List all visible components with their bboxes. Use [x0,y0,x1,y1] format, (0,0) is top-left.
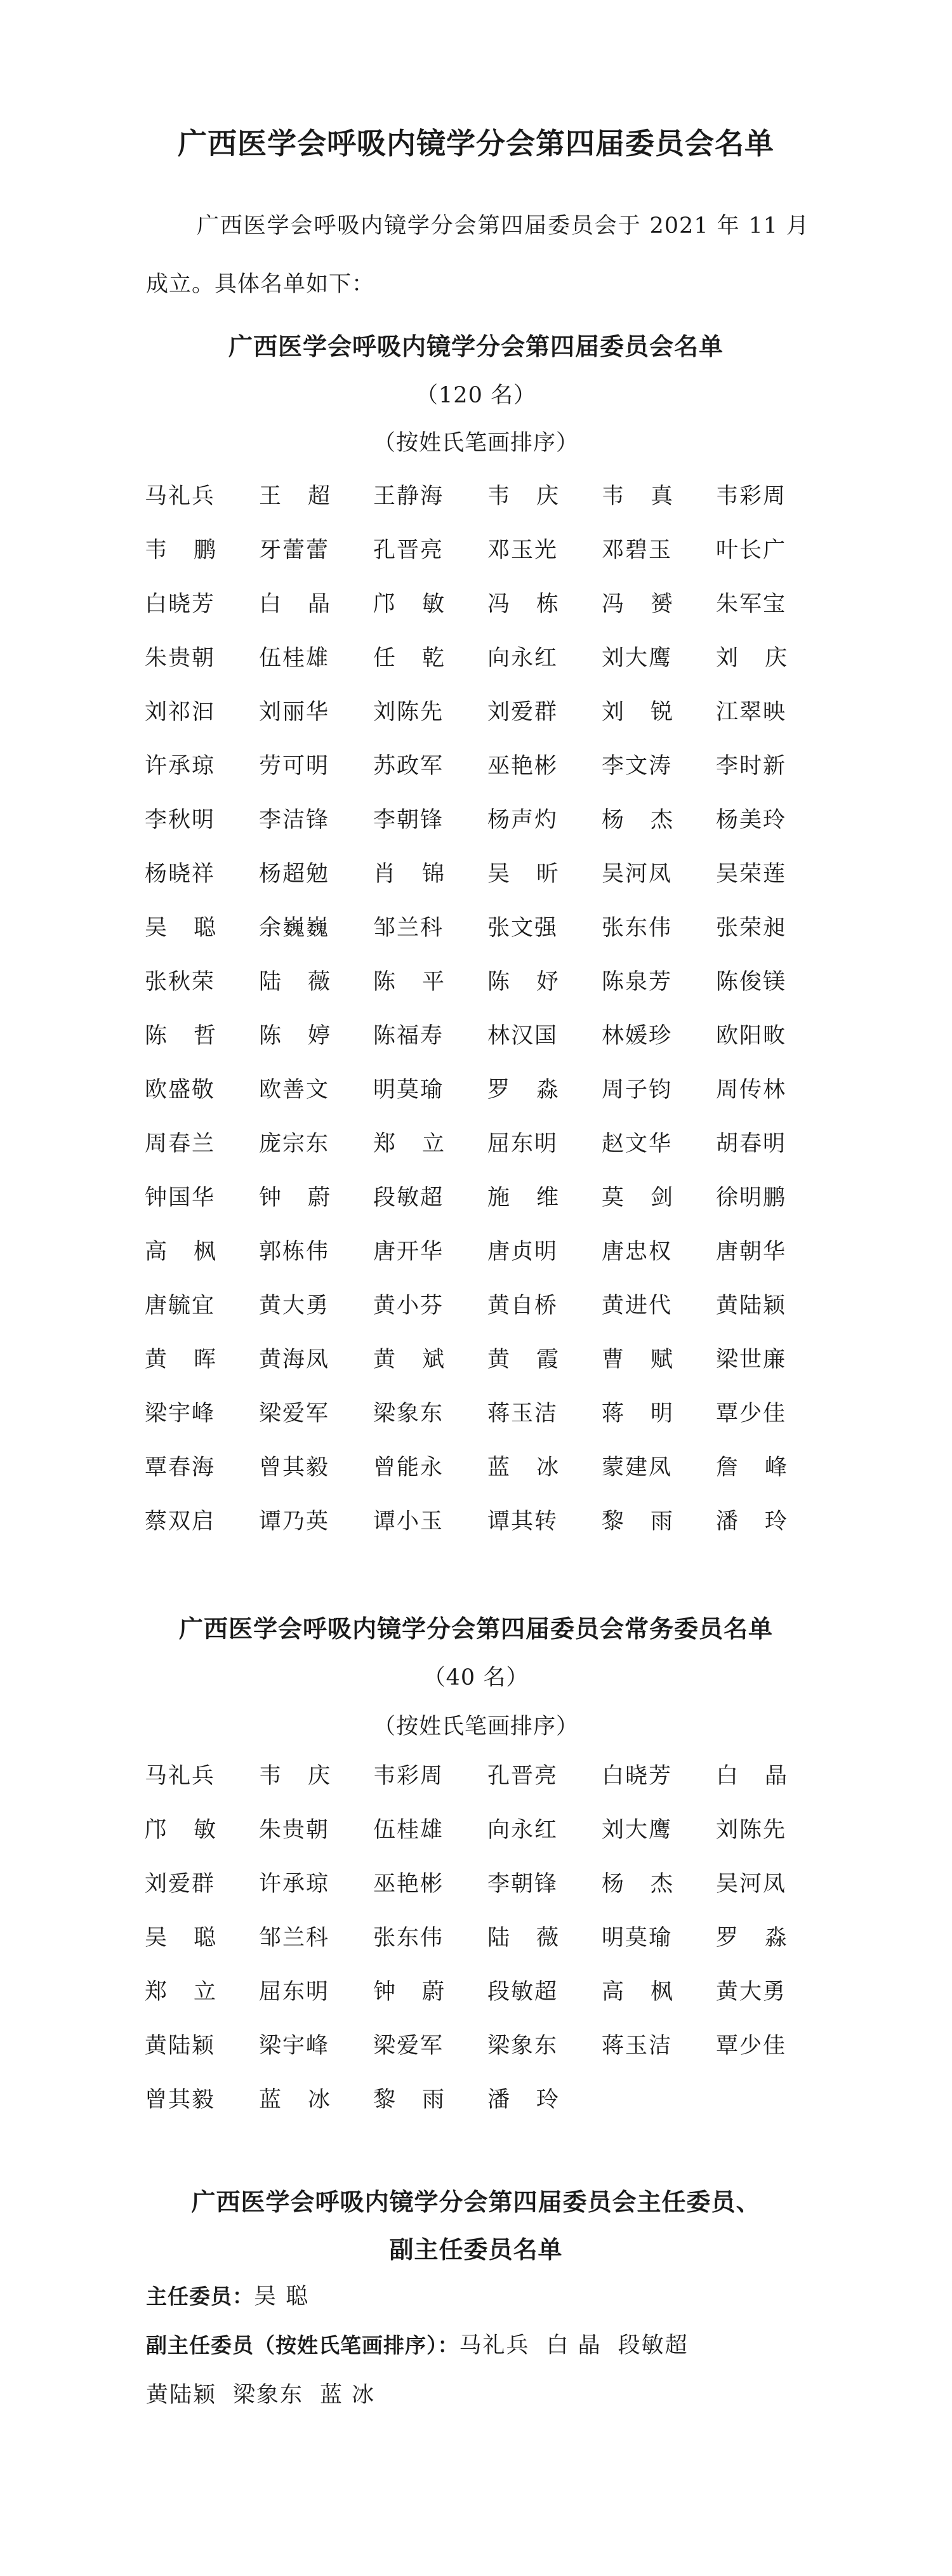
name-cell: 詹峰 [716,1455,814,1480]
name-cell: 陈俊镁 [716,969,787,995]
name-cell: 张荣昶 [716,915,787,941]
name-cell: 唐朝华 [716,1239,787,1265]
vice-chair-name: 段敏超 [618,2333,689,2358]
name-cell: 曹赋 [602,1347,700,1372]
name-cell: 欧盛敬 [145,1077,216,1103]
standing-committee-order-note: （按姓氏笔画排序） [373,1714,579,1739]
name-cell: 曾其毅 [145,2087,216,2113]
name-cell: 刘陈先 [373,700,444,725]
name-cell: 谭小玉 [373,1509,444,1534]
name-cell: 吴聪 [145,1925,243,1951]
name-cell: 梁象东 [487,2033,559,2059]
name-cell: 白晶 [259,592,357,617]
name-cell: 张东伟 [602,915,673,941]
chair-label: 主任委员： [146,2284,254,2309]
name-cell: 伍桂雄 [259,646,330,671]
name-cell: 朱贵朝 [145,646,216,671]
name-cell: 黄霞 [487,1347,586,1372]
name-cell: 吴昕 [487,861,586,887]
name-cell: 韦彩周 [716,484,787,509]
name-cell: 周子钧 [602,1077,673,1103]
name-cell: 李洁锋 [259,807,330,833]
name-cell: 刘锐 [602,700,700,725]
name-cell: 梁爱军 [259,1401,330,1426]
name-cell: 杨声灼 [487,807,559,833]
committee-count: （120 名） [416,383,536,408]
vice-chair-name: 马礼兵 [459,2333,530,2358]
name-cell: 高枫 [145,1239,243,1265]
name-cell: 施维 [487,1185,586,1211]
name-cell: 刘爱群 [145,1871,216,1897]
name-cell: 韦彩周 [373,1763,444,1789]
name-cell: 梁宇峰 [145,1401,216,1426]
name-cell: 陆薇 [487,1925,586,1951]
name-cell: 黄陆颖 [716,1293,787,1318]
name-cell: 高枫 [602,1979,700,2005]
name-cell: 屈东明 [259,1979,330,2005]
vice-chair-name: 白 晶 [546,2333,602,2358]
name-cell: 牙蕾蕾 [259,538,330,563]
name-cell: 蔡双启 [145,1509,216,1534]
name-cell: 潘玲 [716,1509,814,1534]
name-cell: 任乾 [373,646,472,671]
name-cell: 吴聪 [145,915,243,941]
name-cell: 黎雨 [373,2087,472,2113]
name-cell: 吴荣莲 [716,861,787,887]
name-cell: 马礼兵 [145,484,216,509]
name-cell: 杨晓祥 [145,861,216,887]
name-cell: 胡春明 [716,1131,787,1157]
name-cell: 杨杰 [602,807,700,833]
vice-chair-name: 蓝 冰 [320,2382,376,2408]
name-cell: 刘庆 [716,646,814,671]
name-cell: 明莫瑜 [602,1925,673,1951]
name-cell: 谭乃英 [259,1509,330,1534]
chair-line [146,2279,309,2311]
name-cell: 黄海凤 [259,1347,330,1372]
name-cell: 许承琼 [259,1871,330,1897]
name-cell: 陈哲 [145,1023,243,1049]
name-cell: 王超 [259,484,357,509]
name-cell: 邹兰科 [373,915,444,941]
name-cell: 李时新 [716,754,787,779]
name-cell: 潘玲 [487,2087,586,2113]
document-title: 广西医学会呼吸内镜学分会第四届委员会名单 [178,126,774,161]
name-cell: 黄小芬 [373,1293,444,1318]
name-cell: 黎雨 [602,1509,700,1534]
name-cell: 黄自桥 [487,1293,559,1318]
name-cell: 曾能永 [373,1455,444,1480]
name-cell: 白晶 [716,1763,814,1789]
name-cell: 梁象东 [373,1401,444,1426]
name-cell: 黄斌 [373,1347,472,1372]
name-cell: 巫艳彬 [373,1871,444,1897]
name-cell: 江翠映 [716,700,787,725]
name-cell: 徐明鹏 [716,1185,787,1211]
name-cell: 梁爱军 [373,2033,444,2059]
name-cell: 冯栋 [487,592,586,617]
name-cell: 梁宇峰 [259,2033,330,2059]
name-cell: 苏政军 [373,754,444,779]
name-cell: 唐开华 [373,1239,444,1265]
name-cell: 覃春海 [145,1455,216,1480]
name-cell: 黄大勇 [259,1293,330,1318]
name-cell: 陈平 [373,969,472,995]
name-cell: 朱军宝 [716,592,787,617]
name-cell: 蓝冰 [259,2087,357,2113]
name-cell: 屈东明 [487,1131,559,1157]
name-cell: 韦真 [602,484,700,509]
leaders-title-line2: 副主任委员名单 [389,2236,563,2264]
name-cell: 吴河凤 [602,861,673,887]
name-cell: 刘陈先 [716,1817,787,1843]
name-cell: 林汉国 [487,1023,559,1049]
committee-name-grid [145,477,830,1557]
name-cell: 韦庆 [259,1763,357,1789]
name-cell: 段敏超 [373,1185,444,1211]
name-cell: 蒋明 [602,1401,700,1426]
name-cell: 李朝锋 [487,1871,559,1897]
name-cell: 白晓芳 [145,592,216,617]
name-cell: 刘爱群 [487,700,559,725]
name-cell: 李秋明 [145,807,216,833]
name-cell: 韦鹏 [145,538,243,563]
name-cell: 梁世廉 [716,1347,787,1372]
standing-name-grid [145,1757,830,2135]
name-cell: 孔晋亮 [373,538,444,563]
standing-committee-count: （40 名） [423,1665,529,1690]
name-cell: 欧善文 [259,1077,330,1103]
name-cell: 陈妤 [487,969,586,995]
name-cell: 欧阳畋 [716,1023,787,1049]
name-cell: 刘大鹰 [602,646,673,671]
name-cell: 巫艳彬 [487,754,559,779]
name-cell: 郑立 [373,1131,472,1157]
vice-chair-name: 梁象东 [233,2382,304,2408]
name-cell: 黄陆颖 [145,2033,216,2059]
name-cell: 周传林 [716,1077,787,1103]
name-cell: 覃少佳 [716,2033,787,2059]
name-cell: 刘丽华 [259,700,330,725]
name-cell: 陈福寿 [373,1023,444,1049]
name-cell: 郑立 [145,1979,243,2005]
intro-paragraph: 广西医学会呼吸内镜学分会第四届委员会于 2021 年 11 月成立。具体名单如下： [146,213,809,297]
name-cell: 钟国华 [145,1185,216,1211]
name-cell: 马礼兵 [145,1763,216,1789]
name-cell: 孔晋亮 [487,1763,559,1789]
name-cell: 唐毓宜 [145,1293,216,1318]
name-cell: 白晓芳 [602,1763,673,1789]
committee-order-note: （按姓氏笔画排序） [373,430,579,456]
name-cell: 韦庆 [487,484,586,509]
name-cell: 明莫瑜 [373,1077,444,1103]
committee-title: 广西医学会呼吸内镜学分会第四届委员会名单 [228,333,724,361]
name-cell: 莫剑 [602,1185,700,1211]
name-cell: 伍桂雄 [373,1817,444,1843]
vice-chair-line [146,2328,705,2360]
name-cell: 邓碧玉 [602,538,673,563]
name-cell: 罗淼 [716,1925,814,1951]
name-cell: 许承琼 [145,754,216,779]
name-cell: 蒋玉洁 [602,2033,673,2059]
name-cell: 杨超勉 [259,861,330,887]
name-cell: 庞宗东 [259,1131,330,1157]
name-cell: 刘大鹰 [602,1817,673,1843]
name-cell: 杨美玲 [716,807,787,833]
name-cell: 段敏超 [487,1979,559,2005]
name-cell: 冯赟 [602,592,700,617]
standing-committee-title: 广西医学会呼吸内镜学分会第四届委员会常务委员名单 [178,1615,773,1643]
name-cell: 李文涛 [602,754,673,779]
name-cell: 曾其毅 [259,1455,330,1480]
name-cell: 蒙建凤 [602,1455,673,1480]
name-cell: 张秋荣 [145,969,216,995]
chair-name: 吴 聪 [254,2284,310,2309]
name-cell: 邓玉光 [487,538,559,563]
name-cell: 陈婷 [259,1023,357,1049]
name-cell: 张文强 [487,915,559,941]
name-cell: 黄进代 [602,1293,673,1318]
name-cell: 朱贵朝 [259,1817,330,1843]
name-cell: 黄晖 [145,1347,243,1372]
name-cell: 郭栋伟 [259,1239,330,1265]
name-cell: 邹兰科 [259,1925,330,1951]
name-cell: 杨杰 [602,1871,700,1897]
name-cell: 黄大勇 [716,1979,787,2005]
name-cell: 陆薇 [259,969,357,995]
name-cell: 向永红 [487,1817,559,1843]
name-cell: 王静海 [373,484,444,509]
name-cell: 吴河凤 [716,1871,787,1897]
name-cell: 谭其转 [487,1509,559,1534]
name-cell: 钟蔚 [373,1979,472,2005]
name-cell: 李朝锋 [373,807,444,833]
name-cell: 劳可明 [259,754,330,779]
vice-chair-name: 黄陆颖 [146,2382,217,2408]
name-cell: 向永红 [487,646,559,671]
vice-chair-line-2 [146,2377,392,2409]
vice-chair-label: 副主任委员（按姓氏笔画排序）： [146,2333,459,2358]
name-cell: 邝敏 [145,1817,243,1843]
name-cell: 余巍巍 [259,915,330,941]
name-cell: 林媛珍 [602,1023,673,1049]
name-cell: 蓝冰 [487,1455,586,1480]
name-cell: 赵文华 [602,1131,673,1157]
name-cell: 肖锦 [373,861,472,887]
name-cell: 陈泉芳 [602,969,673,995]
leaders-title-line1: 广西医学会呼吸内镜学分会第四届委员会主任委员、 [191,2188,761,2216]
name-cell: 刘祁汩 [145,700,216,725]
name-cell: 唐忠权 [602,1239,673,1265]
name-cell: 张东伟 [373,1925,444,1951]
name-cell: 蒋玉洁 [487,1401,559,1426]
name-cell: 周春兰 [145,1131,216,1157]
name-cell: 唐贞明 [487,1239,559,1265]
name-cell: 覃少佳 [716,1401,787,1426]
name-cell: 叶长广 [716,538,787,563]
name-cell: 邝敏 [373,592,472,617]
name-cell: 罗淼 [487,1077,586,1103]
name-cell: 钟蔚 [259,1185,357,1211]
